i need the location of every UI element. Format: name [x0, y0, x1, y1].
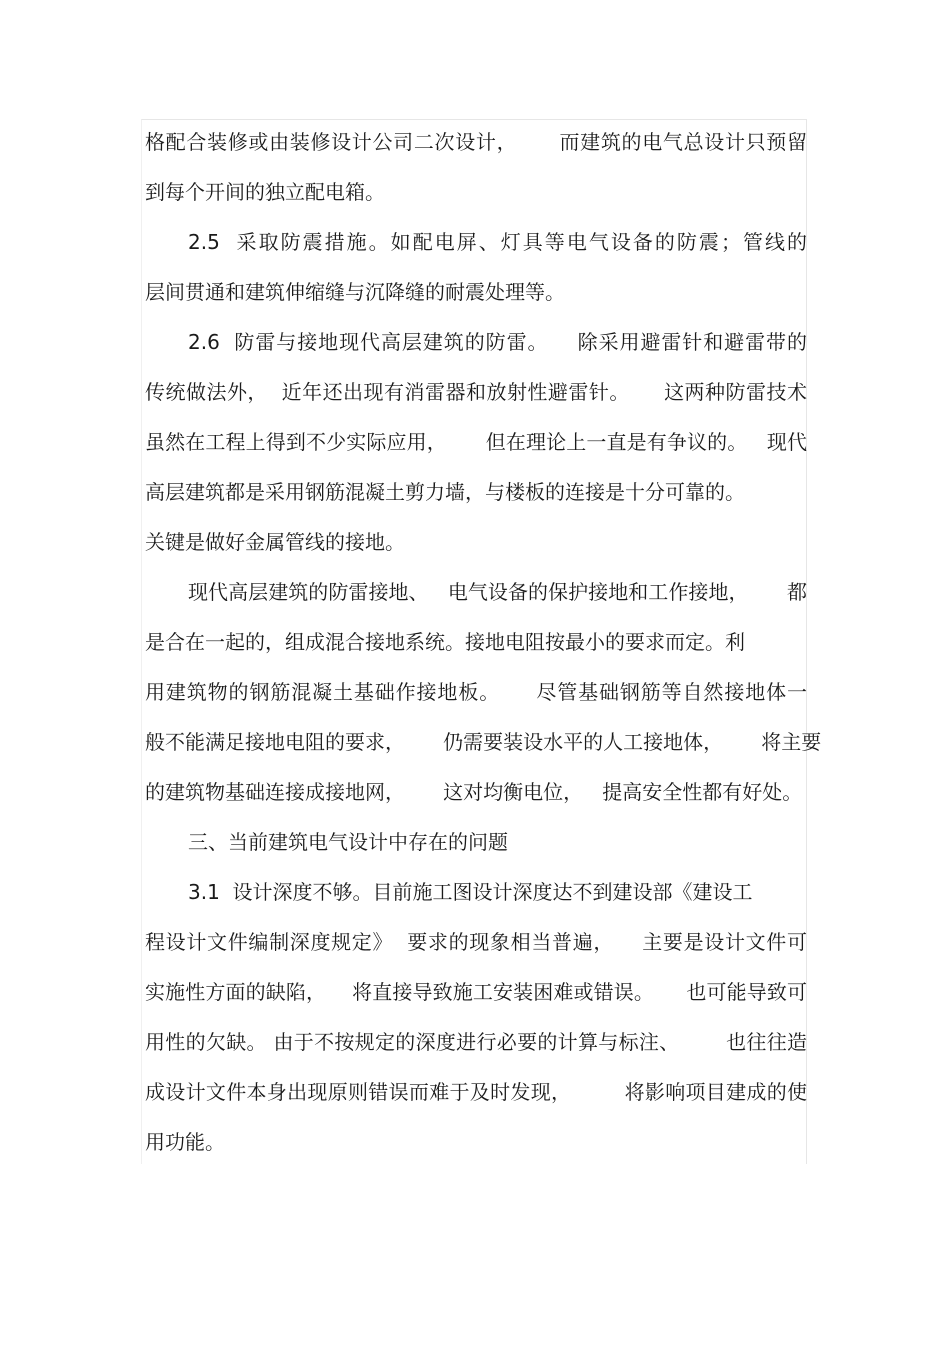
text-line: 用建筑物的钢筋混凝土基础作接地板。 尽管基础钢筋等自然接地体一 — [145, 680, 807, 704]
text-line: 3.1 设计深度不够。目前施工图设计深度达不到建设部《建设工 — [188, 880, 753, 904]
text-line: 实施性方面的缺陷， 将直接导致施工安装困难或错误。 也可能导致可 — [145, 980, 807, 1004]
section-heading: 三、当前建筑电气设计中存在的问题 — [188, 830, 508, 854]
text-line: 的建筑物基础连接成接地网， 这对均衡电位， 提高安全性都有好处。 — [145, 780, 803, 804]
text-line: 用性的欠缺。 由于不按规定的深度进行必要的计算与标注、 也往往造 — [145, 1030, 807, 1054]
text-line: 高层建筑都是采用钢筋混凝土剪力墙，与楼板的连接是十分可靠的。 — [145, 480, 745, 504]
text-line: 般不能满足接地电阻的要求， 仍需要装设水平的人工接地体， 将主要 — [145, 730, 822, 754]
text-line: 传统做法外， 近年还出现有消雷器和放射性避雷针。 这两种防雷技术 — [145, 380, 807, 404]
text-line: 关键是做好金属管线的接地。 — [145, 530, 405, 554]
text-line: 程设计文件编制深度规定》 要求的现象相当普遍， 主要是设计文件可 — [145, 930, 807, 954]
text-line: 用功能。 — [145, 1130, 225, 1154]
text-line: 2.5 采取防震措施。如配电屏、灯具等电气设备的防震；管线的 — [188, 230, 807, 254]
text-line: 到每个开间的独立配电箱。 — [145, 180, 385, 204]
text-line: 2.6 防雷与接地现代高层建筑的防雷。 除采用避雷针和避雷带的 — [188, 330, 807, 354]
text-line: 成设计文件本身出现原则错误而难于及时发现， 将影响项目建成的使 — [145, 1080, 807, 1104]
text-line: 是合在一起的，组成混合接地系统。接地电阻按最小的要求而定。利 — [145, 630, 745, 654]
text-line: 虽然在工程上得到不少实际应用， 但在理论上一直是有争议的。 现代 — [145, 430, 807, 454]
text-line: 格配合装修或由装修设计公司二次设计， 而建筑的电气总设计只预留 — [145, 130, 807, 154]
text-line: 现代高层建筑的防雷接地、 电气设备的保护接地和工作接地， 都 — [188, 580, 807, 604]
text-line: 层间贯通和建筑伸缩缝与沉降缝的耐震处理等。 — [145, 280, 565, 304]
